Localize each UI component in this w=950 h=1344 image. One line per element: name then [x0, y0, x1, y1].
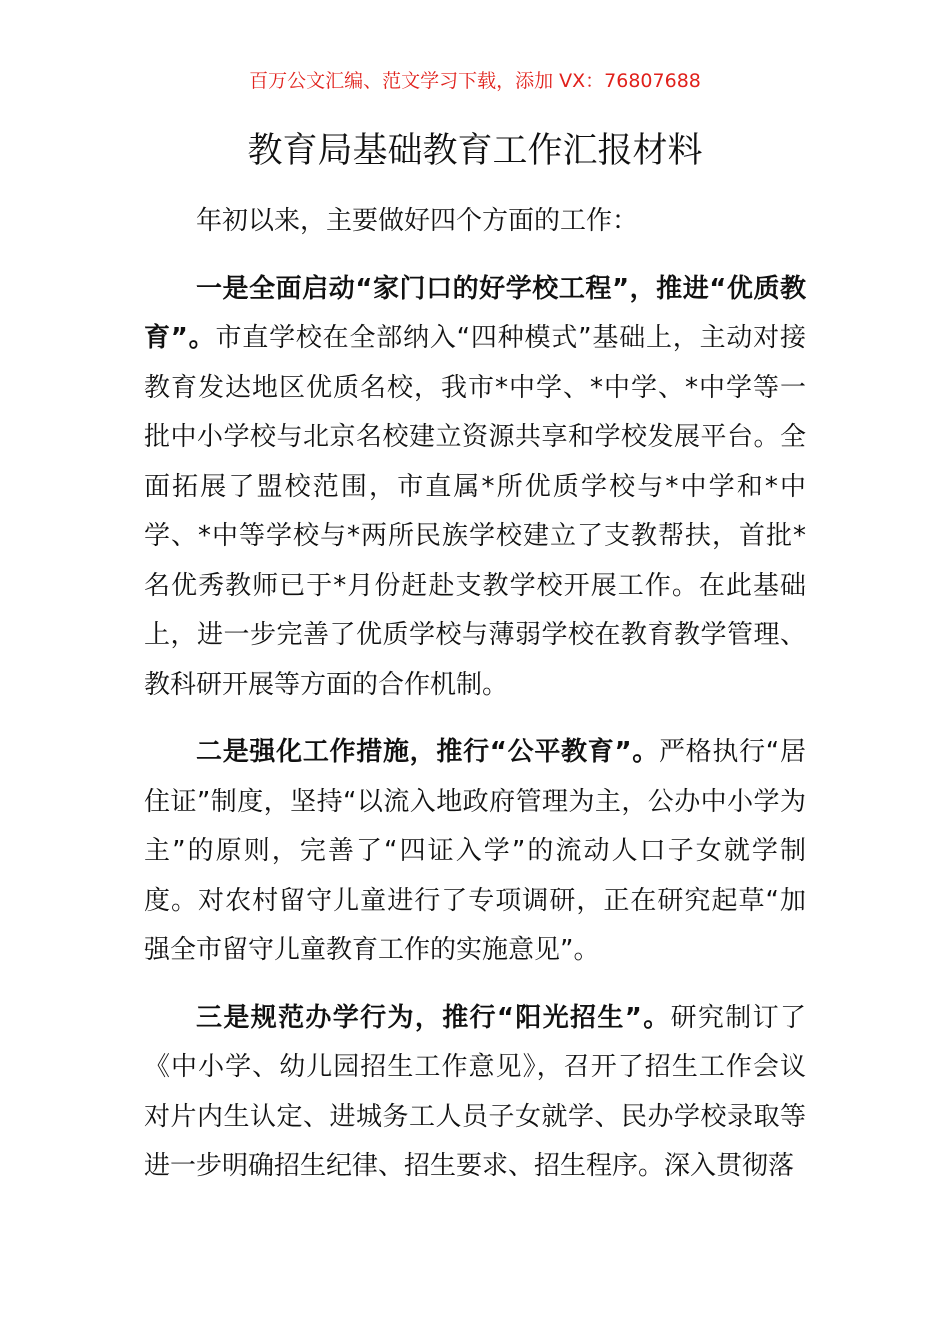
section-heading: 一是全面启动“家门口的好学校工程”，推进“优质教育”。: [144, 273, 806, 353]
section-paragraph-2: [144, 728, 806, 976]
paragraph-body: 年初以来，主要做好四个方面的工作：: [196, 206, 639, 236]
intro-paragraph: [144, 197, 806, 247]
section-heading: 三是规范办学行为，推行“阳光招生”。: [196, 1002, 671, 1033]
document-body: [144, 197, 806, 1210]
paragraph-body: 市直学校在全部纳入“四种模式”基础上，主动对接教育发达地区优质名校，我市*中学、*中学、*中学等一批中小学校与北京名校建立资源共享和学校发展平台。全面拓展了盟校范围，市直属*所优质学校与*中学和*中学、*中等学校与*两所民族学校建立了支教帮扶，首批*名优秀教师已于*月份赶赴支教学校开展工作。在此基础上，进一步完善了优质学校与薄弱学校在教育教学管理、教科研开展等方面的合作机制。: [144, 323, 806, 700]
paragraph-body: 研究制订了《中小学、幼儿园招生工作意见》，召开了招生工作会议对片内生认定、进城务工人员子女就学、民办学校录取等进一步明确招生纪律、招生要求、招生程序。深入贯彻落: [144, 1002, 806, 1181]
document-title: 教育局基础教育工作汇报材料: [247, 131, 703, 171]
paragraph-body: 严格执行“居住证”制度，坚持“以流入地政府管理为主，公办中小学为主”的原则，完善了“四证入学”的流动人口子女就学制度。对农村留守儿童进行了专项调研，正在研究起草“加强全市留守儿童教育工作的实施意见”。: [144, 737, 806, 965]
section-heading: 二是强化工作措施，推行“公平教育”。: [196, 737, 659, 767]
section-paragraph-1: [144, 265, 806, 711]
watermark-header: 百万公文汇编、范文学习下载，添加 VX：76807688: [249, 70, 701, 92]
section-paragraph-3: [144, 994, 806, 1192]
